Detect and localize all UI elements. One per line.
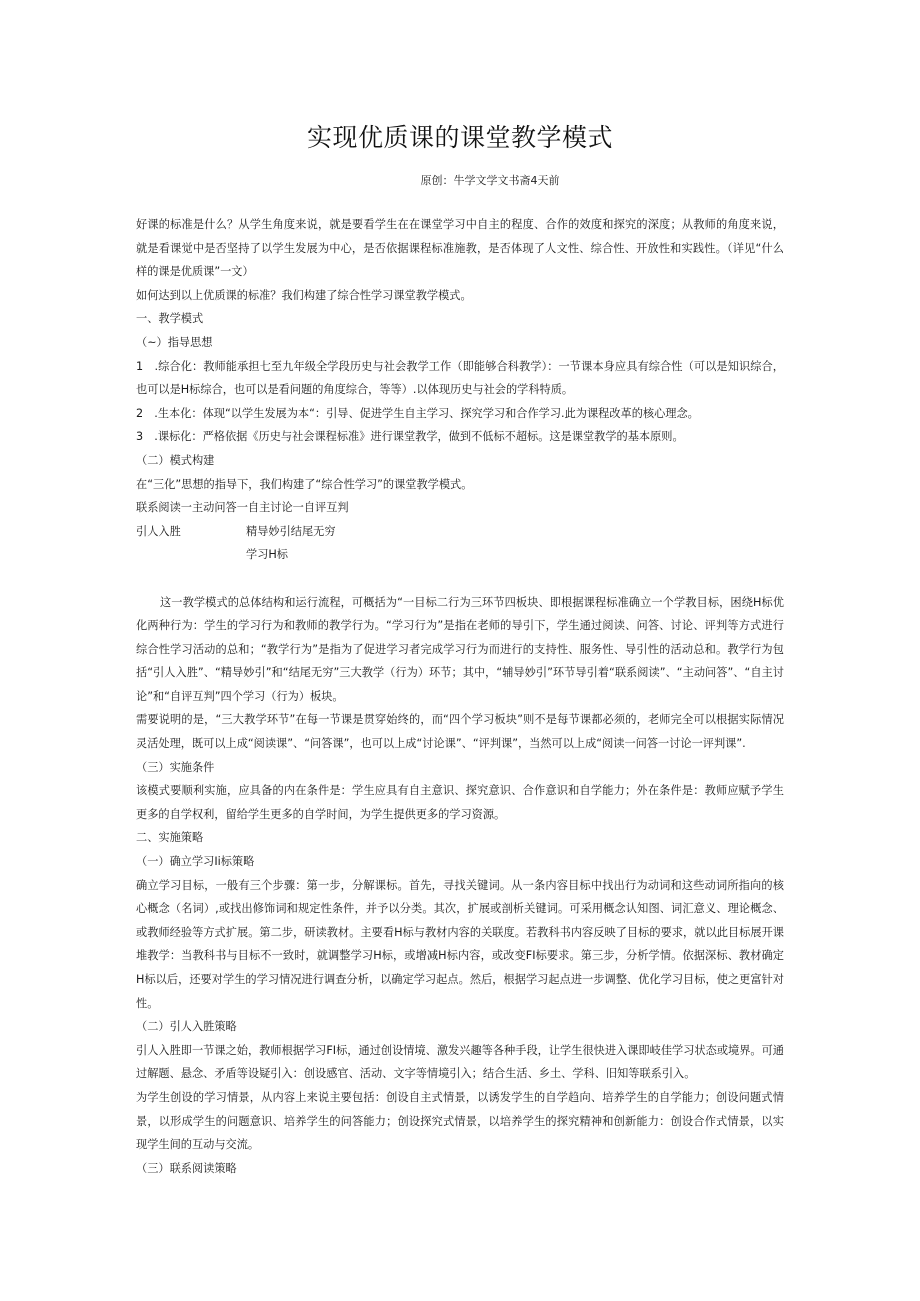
flow-guide: 精导妙引结尾无穷 <box>246 524 336 538</box>
heading-model-construction: （二）模式构建 <box>136 453 215 467</box>
flow-start: 引人入胜 <box>136 524 181 538</box>
article-body <box>136 213 784 1180</box>
heading-engaging-strategy: （二）引人入胜策略 <box>136 1020 237 1034</box>
paragraph-goal-strategy: 确立学习目标，一般有三个步骤：第一步，分解课标。首先，寻找关键词。从一条内容目标中找出行为动词和这些动词所指向的核心概念（名词）,或找出修饰词和规定性条件，并予以分类。其次，扩展或剖析关键词。可采用概念认知图、词汇意义、理论概念、或教师经验等方式扩展。第二步，研读教材。主要看H标与教材内容的关联度。若教科书内容反映了目标的要求，就以此目标展开课堆教学：当教科书与目标不一致时，就调整学习H标，或增减H标内容，或改变FI标要求。第三步，分析学情。依据深标、教材确定H标以后，还要对学生的学习情况进行调查分析，以确定学习起点。然后，根据学习起点进一步调整、优化学习目标，使之更富针对性。 <box>136 878 784 1010</box>
page-title: 实现优质课的课堂教学模式 <box>306 123 613 152</box>
flow-line-2 <box>136 520 784 544</box>
paragraph-intro: 好课的标准是什么？从学生角度来说，就是要看学生在在课堂学习中自主的程度、合作的效度和探究的深度；从教师的角度来说，就是看课觉中是否坚持了以学生发展为中心，是否依据课程标准施教，是否体现了人文性、综合性、开放性和实践性。（详见“什么样的课是优质课”一文） <box>136 218 784 279</box>
paragraph-learning-scenes: 为学生创设的学习情景，从内容上来说主要包括：创设自主式情景，以诱发学生的自学趋向、培养学生的自学能力；创设问题式情景，以形成学生的问题意识、培养学生的问答能力；创设探究式情景，以培养学生的探究精神和创新能力：创设合作式情景，以实现学生间的互动与交流。 <box>136 1090 784 1152</box>
spacer <box>136 567 784 591</box>
paragraph-model-structure: 这一教学模式的总体结构和运行流程，可概括为“一目标二行为三环节四板块、即根据课程标准确立一个学教目标，困绕H标优化两种行为：学生的学习行为和教师的教学行为。“学习行为”是指在老师的导引下，学生通过阅读、问答、讨论、评判等方式进行综合性学习活动的总和；“教学行为”是指为了促进学习者完成学习行为而进行的支持性、服务性、导引性的活动总和。教学行为包括“引人入胜”、“精导妙引”和“结尾无穷”三大教学（行为）环节；其中，“辅导妙引”环节导引着“联系阅读”、“主动问答”、“自主讨论”和“自评互判”四个学习（行为）板块。 <box>136 595 784 703</box>
heading-section-1: 一、教学模式 <box>136 312 204 326</box>
flow-line-1 <box>136 496 784 520</box>
heading-goal-strategy: （一）确立学习Ii标策略 <box>136 855 255 869</box>
paragraph-conditions: 该模式要顺利实施，应具备的内在条件是：学生应具有自主意识、探究意识、合作意识和自学能力；外在条件是：教师应赋予学生更多的自学权利，留给学生更多的自学时间，为学生提供更多的学习资源。 <box>136 784 784 821</box>
heading-section-2: 二、实施策略 <box>136 831 204 845</box>
paragraph-question: 如何达到以上优质课的标准？我们构建了综合性学习课堂教学模式。 <box>136 288 472 302</box>
heading-reading-strategy: （三）联系阅读策略 <box>136 1161 237 1175</box>
paragraph-point-1: 1 .综合化：教师能承担七至九年级全学段历史与社会教学工作（即能够合科教学）：一节课本身应具有综合性（可以是知识综合，也可以是H标综合，也可以是看问题的角度综合，等等）.以体现历史与社会的学科特质。 <box>136 359 784 397</box>
paragraph-engaging-strategy: 引人入胜即一节课之始，教师根据学习FI标，通过创设情境、激发兴趣等各种手段，让学生很快进入课即岐佳学习状态或境界。可通过解题、悬念、矛盾等设疑引入：创设感官、活动、文字等情境引入；结合生活、乡土、学科、旧知等联系引入。 <box>136 1043 784 1081</box>
flow-goal: 学习H标 <box>246 548 288 562</box>
heading-guiding-thought: （~）指导思想 <box>136 335 213 349</box>
paragraph-model-intro: 在“三化”思想的指导下，我们构建了“综合性学习”的课堂教学模式。 <box>136 477 473 491</box>
byline: 原创：牛学文学文书斋4天前 <box>420 174 560 187</box>
paragraph-point-2: 2 .生本化：体现“以学生发展为本“：引导、促进学生自主学习、探究学习和合作学习.此为课程改革的核心理念。 <box>136 406 699 420</box>
paragraph-note: 需要说明的是，“三大教学环节”在每一节课是贯穿始终的，而“四个学习板块”则不是每节课都必须的，老师完全可以根据实际情况灵活处理，既可以上成“阅读课”、“问答课”，也可以上成“讨论课”、“评判课”，当然可以上成“阅读一问答一讨论一评判课”. <box>136 713 784 751</box>
heading-conditions: （三）实施条件 <box>136 760 215 774</box>
paragraph-point-3: 3 .课标化：严格依据《历史与社会课程标准》进行课堂教学，做到不低标不超标。这是课堂教学的基本原则。 <box>136 430 684 444</box>
flow-line-3 <box>136 543 784 567</box>
flow-steps: 联系阅读一主动问答一自主讨论一自评互判 <box>136 501 349 515</box>
